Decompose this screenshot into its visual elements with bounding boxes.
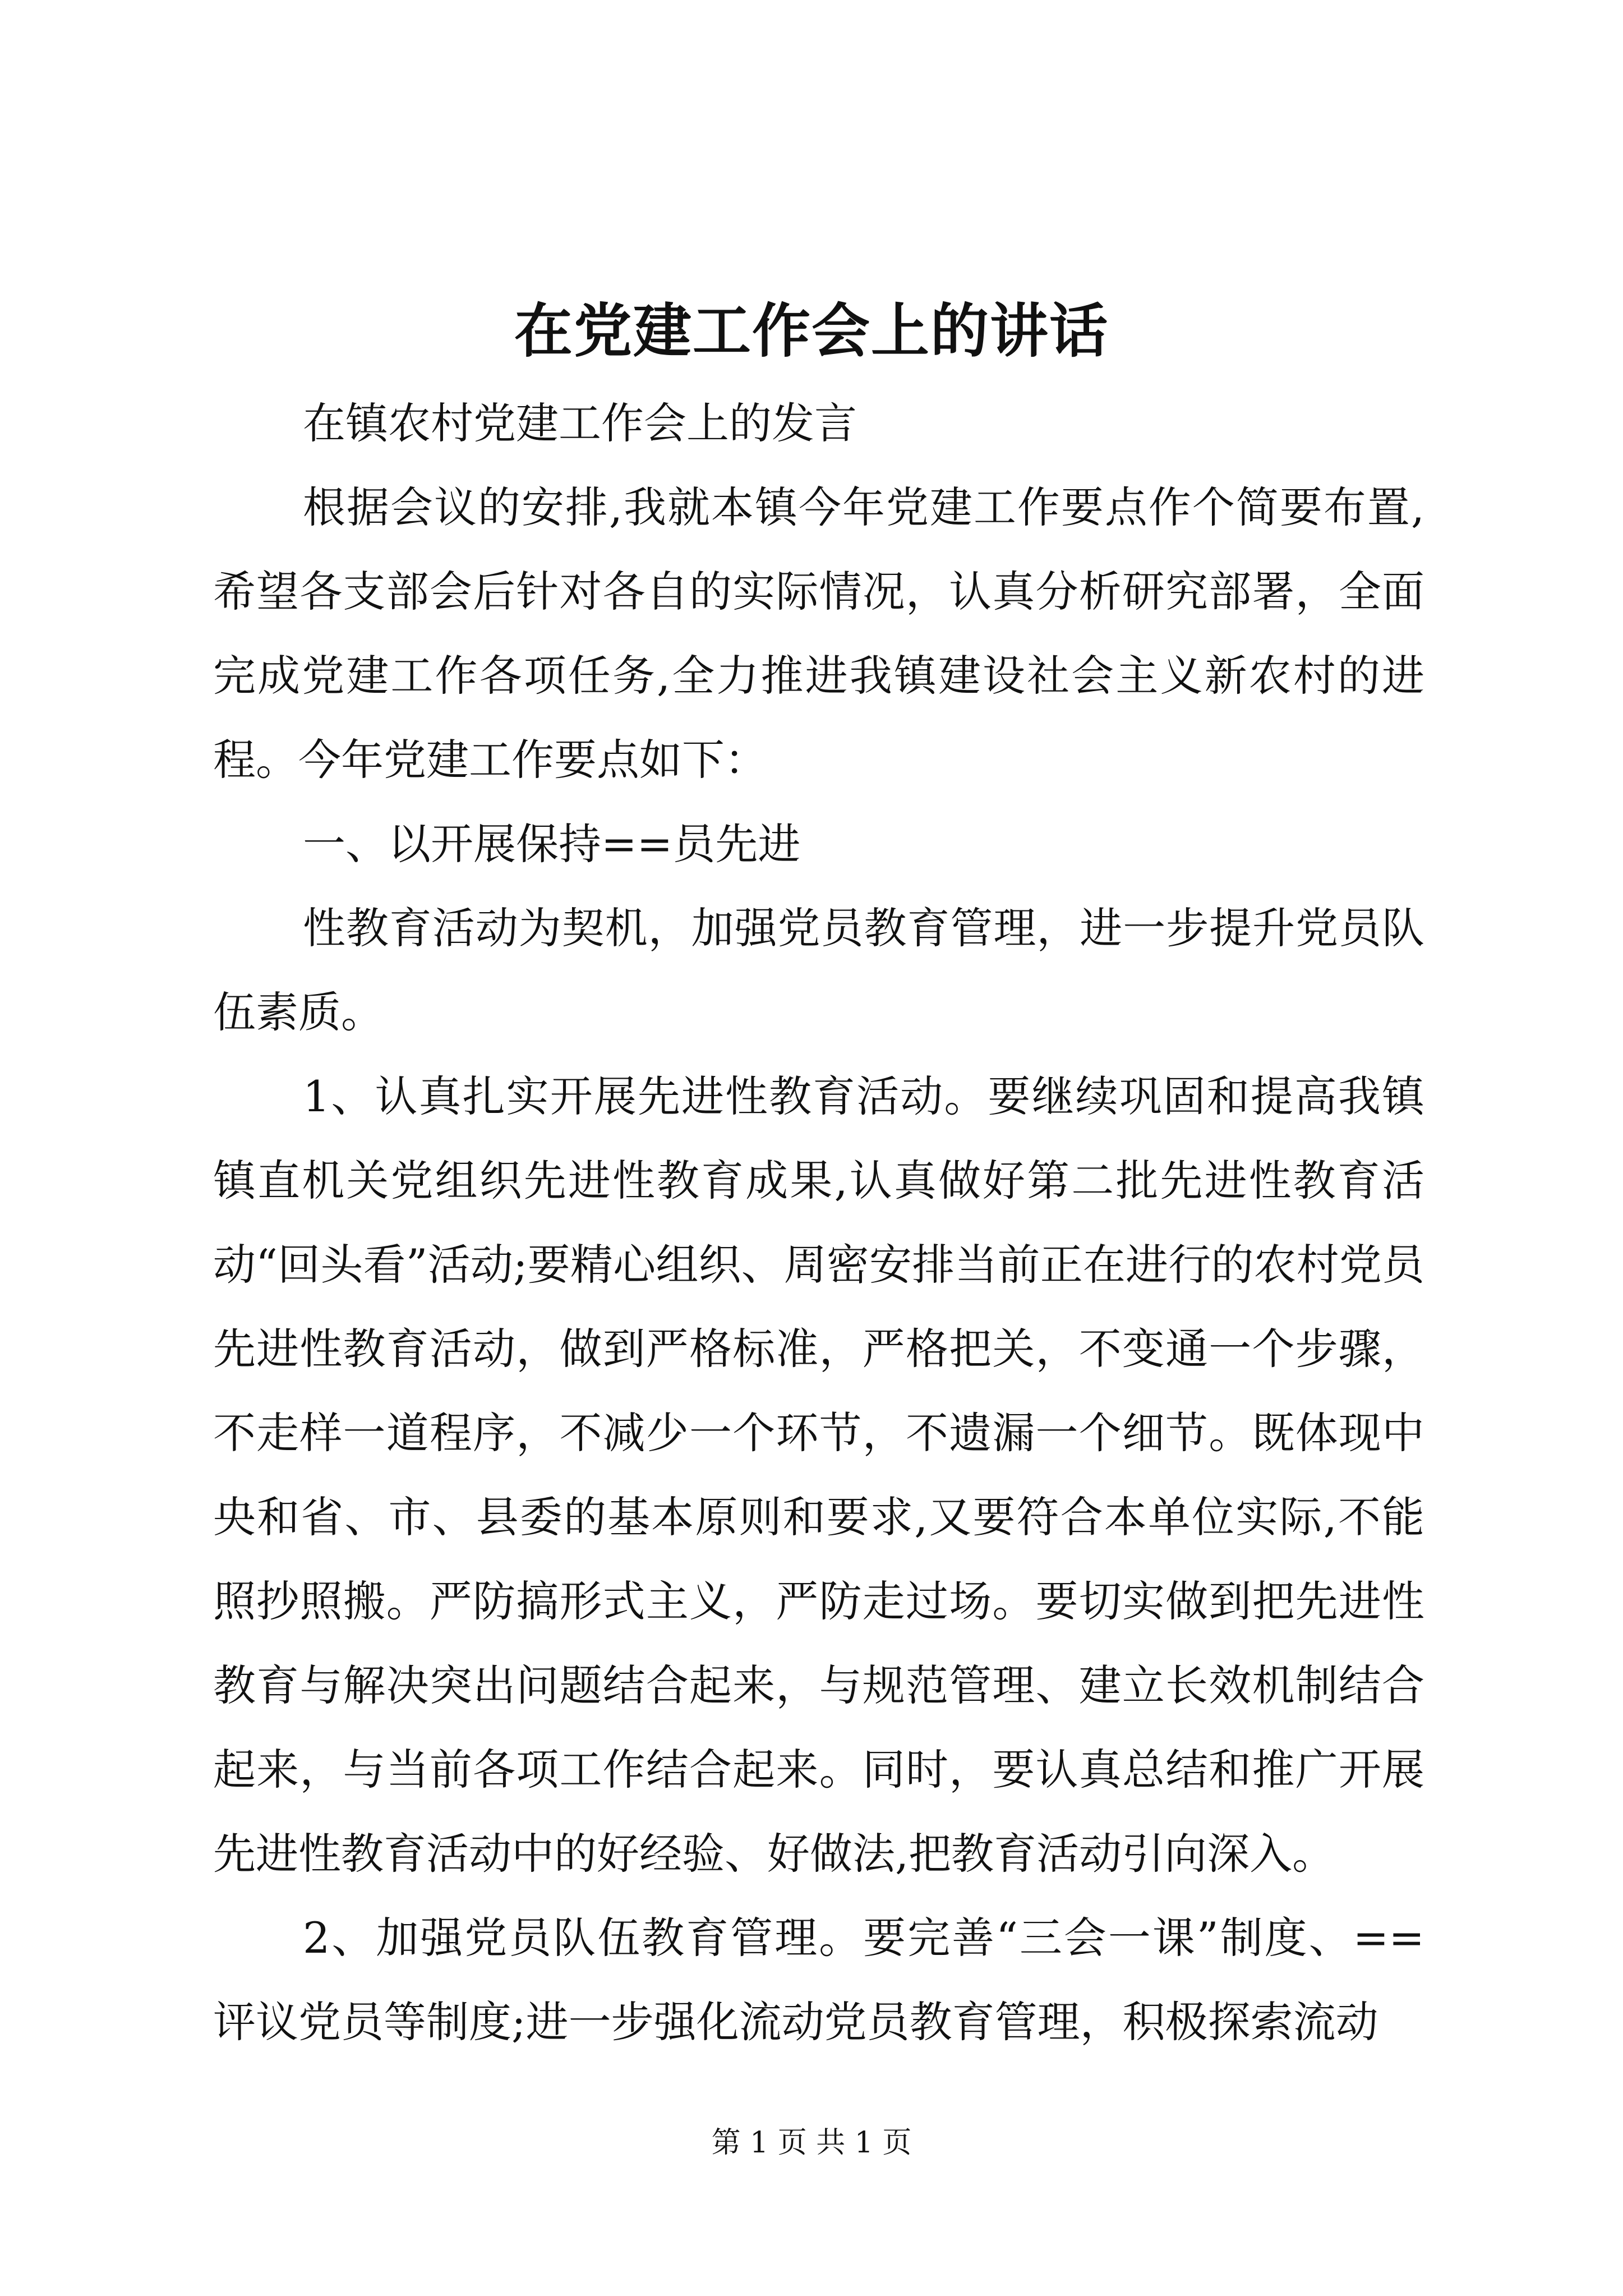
- paragraph-intro: 根据会议的安排,我就本镇今年党建工作要点作个简要布置,希望各支部会后针对各自的实际情况，认真分析研究部署，全面完成党建工作各项任务,全力推进我镇建设社会主义新农村的进程。今年党建工作要点如下：: [213, 482, 1424, 785]
- paragraph-section-continuation: 性教育活动为契机，加强党员教育管理，进一步提升党员队伍素质。: [213, 903, 1424, 1037]
- paragraph-subtitle: 在镇农村党建工作会上的发言: [303, 398, 857, 448]
- paragraph-item-2: 2、加强党员队伍教育管理。要完善“三会一课”制度、==评议党员等制度;进一步强化流动党员教育管理，积极探索流动: [213, 1913, 1424, 2047]
- paragraph-item-1: 1、认真扎实开展先进性教育活动。要继续巩固和提高我镇镇直机关党组织先进性教育成果,认真做好第二批先进性教育活动“回头看”活动;要精心组织、周密安排当前正在进行的农村党员先进性教育活动，做到严格标准，严格把关，不变通一个步骤，不走样一道程序，不减少一个环节，不遗漏一个细节。既体现中央和省、市、县委的基本原则和要求,又要符合本单位实际,不能照抄照搬。严防搞形式主义，严防走过场。要切实做到把先进性教育与解决突出问题结合起来，与规范管理、建立长效机制结合起来，与当前各项工作结合起来。同时，要认真总结和推广开展先进性教育活动中的好经验、好做法,把教育活动引向深入。: [213, 1071, 1424, 1879]
- page-footer: 第 1 页 共 1 页: [711, 2126, 912, 2160]
- document-title: 在党建工作会上的讲话: [514, 296, 1109, 365]
- paragraph-section-heading: 一、以开展保持==员先进: [303, 819, 801, 869]
- document-body: [213, 381, 1424, 2064]
